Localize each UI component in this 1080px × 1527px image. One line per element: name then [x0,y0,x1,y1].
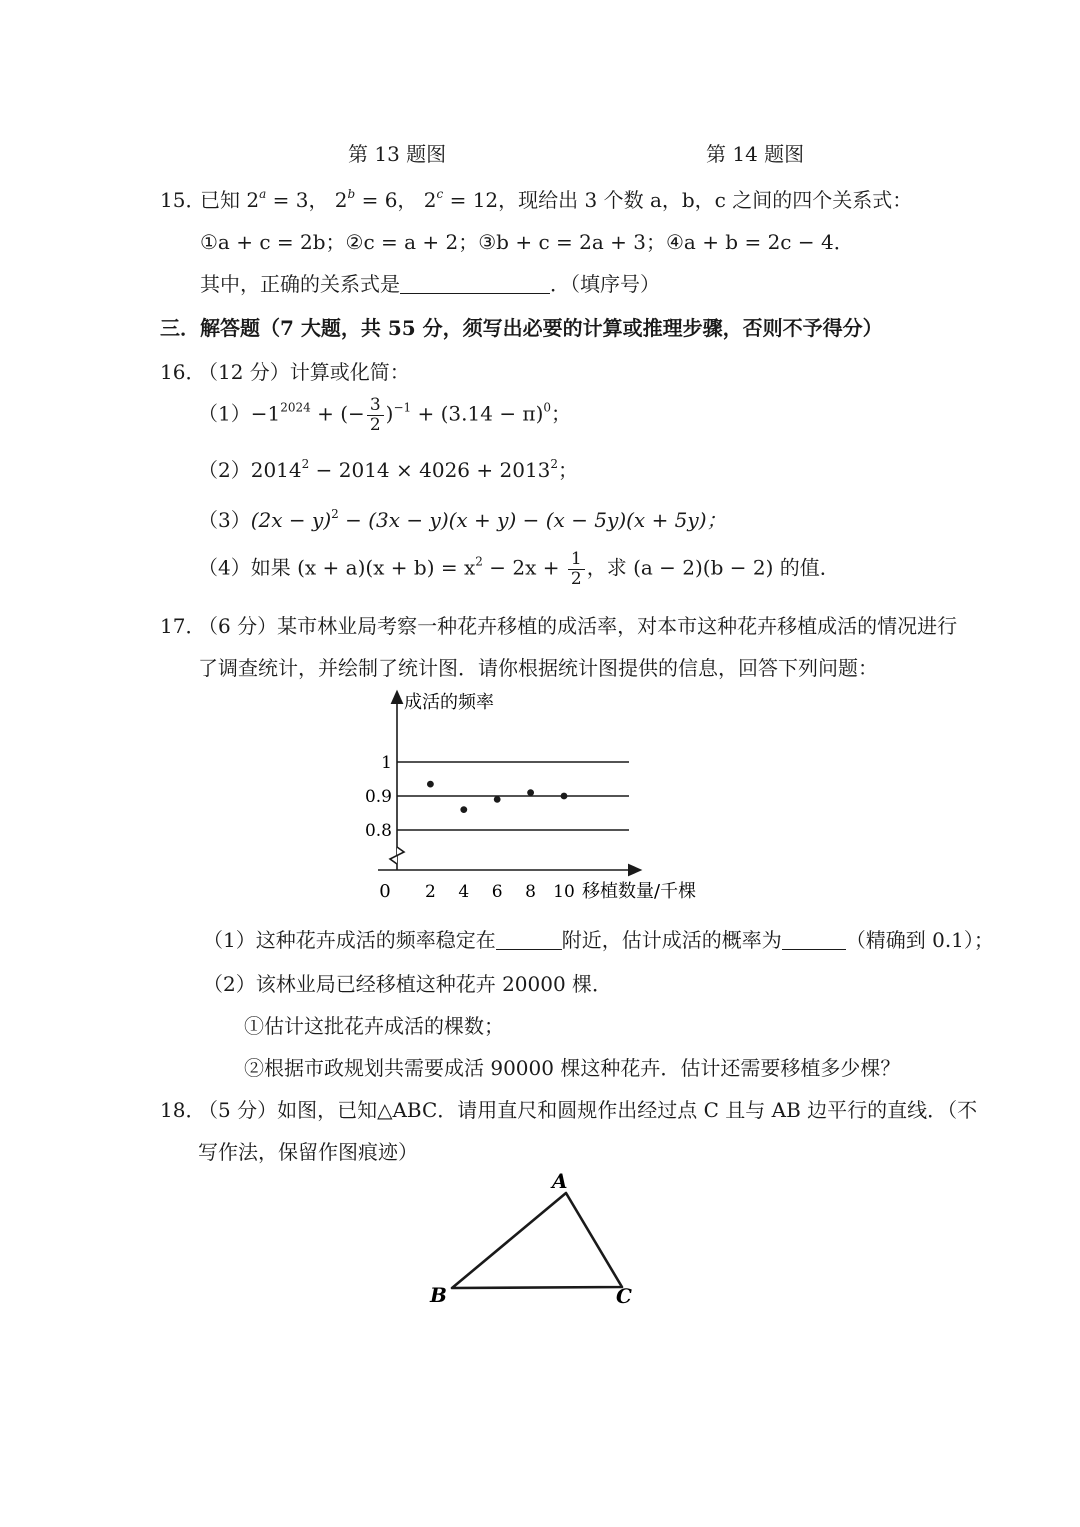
q17-sub1: （1）这种花卉成活的频率稳定在 附近，估计成活的概率为 （精确到 0.1）； [203,928,994,952]
q17-line2: 了调查统计，并绘制了统计图．请你根据统计图提供的信息，回答下列问题： [198,656,878,680]
data-point [527,789,534,796]
triangle-abc-figure [420,1165,650,1310]
caption-fig13: 第 13 题图 [348,142,447,166]
q15-relations: ①a + c = 2b；②c = a + 2；③b + c = 2a + 3；④a + b = 2c − 4． [200,230,854,254]
q16-part1: $(1)-1^{2024}$ + (− $\frac{3}{2}$ )$^{-1} + (3.14 - \pi)^0$； [198,395,572,435]
q18-number: 18． [160,1098,206,1122]
q16-title: （12 分）计算或化简： [198,360,410,384]
q15-ask: 其中，正确的关系式是 ．（填序号） [200,272,660,296]
chart-gridlines [397,762,629,830]
vertex-c-label: C [616,1284,632,1308]
q17-line1: （6 分）某市林业局考察一种花卉移植的成活率，对本市这种花卉移植成活的情况进行 [198,614,958,638]
vertex-b-label: B [430,1283,447,1307]
q15-stem: 已知 $2^a = 3$， $2^b = 6$， $2^c = 12$，现给出 3 个数 a，b，c 之间的四个关系式： [200,187,913,212]
data-point [494,796,501,803]
x-tick-label: 6 [491,882,503,902]
q17-sub2: （2）该林业局已经移植这种花卉 20000 棵． [203,972,613,996]
data-points [427,781,567,813]
q17-frequency-blank[interactable] [496,949,562,950]
y-tick-labels [365,753,392,841]
x-axis-title: 移植数量/千棵 [582,881,697,902]
survival-rate-chart [355,686,735,908]
y-axis-title: 成活的频率 [404,692,494,713]
y-tick-label: 0.8 [364,821,392,841]
q16-part2: $(2)2014^2 - 2014 \times 4026 + 2013^2$； [198,457,579,482]
x-tick-label: 10 [553,882,575,902]
q18-line1: （5 分）如图，已知△ABC．请用直尺和圆规作出经过点 C 且与 AB 边平行的直线．（不 [198,1098,978,1122]
q15-answer-blank[interactable] [400,293,550,294]
data-point [460,806,467,813]
x-tick-label: 2 [424,882,436,902]
caption-fig14: 第 14 题图 [706,142,805,166]
x-tick-label: 8 [525,882,537,902]
x-tick-labels [425,882,575,902]
origin-label: 0 [379,881,391,902]
q16-part3: $(3)(2x - y)^2 - (3x - y)(x + y) - (x - 5y)(x + 5y)$； [198,507,727,532]
q18-line2: 写作法，保留作图痕迹） [198,1140,418,1164]
data-point [561,793,568,800]
q15-number: 15． [160,188,206,212]
q17-sub2-i: ①估计这批花卉成活的棵数； [244,1014,504,1038]
x-tick-label: 4 [458,882,470,902]
section3-title: 三．解答题（7 大题，共 55 分，须写出必要的计算或推理步骤，否则不予得分） [160,316,883,340]
data-point [427,781,434,788]
q17-probability-blank[interactable] [782,949,846,950]
y-tick-label: 0.9 [364,787,392,807]
q17-number: 17． [160,614,206,638]
q16-number: 16． [160,360,206,384]
q16-part4: （4）如果 $(x + a)(x + b) = x^2 - 2x$ + $\frac{1}{2}$ ，求 (a − 2)(b − 2) 的值． [198,549,840,589]
y-axis-break [390,847,404,864]
q17-sub2-ii: ②根据市政规划共需要成活 90000 棵这种花卉．估计还需要移植多少棵？ [244,1056,901,1080]
triangle-abc [452,1193,622,1288]
vertex-a-label: A [552,1169,568,1193]
y-tick-label: 1 [381,753,392,773]
